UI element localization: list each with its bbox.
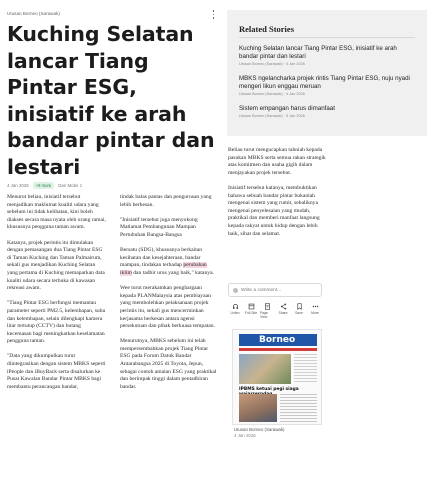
related-story-meta: Utusan Borneo (Sarawak) · 4 Jan 2026 [239, 92, 305, 96]
action-bar [228, 303, 322, 319]
comment-input[interactable] [228, 283, 322, 297]
share-label: Share [278, 311, 288, 315]
article-date: 4 Jan 2026 [7, 183, 29, 188]
full-site-label: Full Site [244, 311, 258, 315]
page-view-button[interactable] [260, 303, 274, 319]
paragraph: Katanya, projek perintis itu dimulakan dengan pemasangan dua Tiang Pintar ESG di Taman Kuching dan Taman Palmairum, sekali gus menjadikan Kuching Selatan yang pertama di Kuching memaparkan data kualiti udara secara terbuka di kawasan rekreasi awam. [7, 239, 105, 292]
caption-date: 4 Jan 2026 [234, 433, 256, 438]
masthead-title: Borneo [259, 335, 296, 345]
full-site-button[interactable] [244, 303, 258, 319]
masthead [239, 334, 317, 346]
page-view-icon [264, 303, 271, 310]
related-story-headline[interactable]: MBKS ngelancharka projek rintis Tiang Pintar ESG, nuju nyadi mengeri likun enggau meruan [239, 75, 410, 90]
comment-placeholder: Write a comment... [241, 287, 282, 293]
more-button[interactable] [308, 303, 322, 319]
listen-label: Listen [230, 311, 240, 315]
thumbnail-caption [234, 427, 285, 439]
paragraph-text: Bersatu (SDG), khususnya berkaitan kesihatan dan kesejahteraan, bandar mampan, tindakan terhadap [120, 247, 203, 269]
front-page-photo [239, 354, 291, 384]
related-story-item[interactable] [239, 105, 415, 118]
front-page-headline: IPBMS ketuai pegi siaga [239, 387, 299, 392]
headphones-icon [232, 303, 239, 310]
article-col-2 [120, 194, 219, 399]
save-button[interactable] [292, 303, 306, 319]
more-icon [312, 303, 319, 310]
page-view-label: Page View [260, 311, 268, 319]
article-headline: Kuching Selatan lancar Tiang Pintar ESG, inisiatif ke arah bandar pintar dan lestari [7, 22, 215, 179]
paragraph: Menurut beliau, inisiatif tersebut menjadikan maklumat kualiti udara yang sebelum ini tidak kelihatan, kini boleh diakses secara masa nyata oleh orang ramai, khususnya pengguna taman awam. [7, 194, 106, 231]
bookmark-icon [296, 303, 303, 310]
article-meta [7, 182, 82, 189]
publisher-name[interactable]: Utusan Borneo (Sarawak) [7, 11, 60, 16]
paragraph: Menurutnya, MBKS sebelum ini telah mempersembahkan projek Tiang Pintar ESG pada Forum Datuk Bandar Antarabangsa 2025 di Toyota, Jepun, sebagai contoh amalan ESG yang praktikal dan berimpak tinggi dalam pentadbiran bandar. [120, 338, 217, 390]
share-button[interactable] [276, 303, 290, 319]
paragraph: Inisiatif tersebut katanya, membuktikan bahawa sebuah bandar pintar bukanlah mengenai sistem yang rumit, sebaliknya mengenai penyelesaian yang mudah, praktikal dan memberi manfaat langsung kepada rakyat untuk hidup dengan lebih baik, sihat dan selamat. [228, 184, 320, 237]
paragraph: Beliau turut mengucapkan tahniah kepada pasukan MBKS serta semua rakan strategik atas komitmen dan usaha gigih dalam menjayakan projek tersebut. [228, 147, 326, 176]
paragraph-text: dan tadbir urus yang baik," katanya. [133, 269, 214, 276]
paragraph: "Tiang Pintar ESG berfungsi memantau parameter seperti PM2.5, kelembapan, suhu dan kelembapan, selain dilengkapi kamera litar tertutup (CCTV) dan butang kecemasan bagi meningkatkan keselamatan pengguna taman. [7, 300, 106, 345]
paragraph: "Data yang dikumpulkan turut diintegrasikan dengan sistem MBKS seperti iPeople dan iBuyBack serta disalurkan ke Pusat Kawalan Bandar Pintar MBKS bagi membantu perancangan bandar, [7, 353, 106, 390]
full-site-icon [248, 303, 255, 310]
share-icon [280, 303, 287, 310]
front-page-text [280, 394, 317, 422]
paragraph: tindak balas pantas dan pengurusan yang lebih berkesan. [120, 194, 212, 208]
right-column [225, 0, 435, 480]
related-story-meta: Utusan Borneo (Sarawak) · 4 Jan 2026 [239, 62, 305, 66]
related-stories-panel [227, 10, 427, 136]
more-label: More [311, 311, 319, 315]
listen-button[interactable] [228, 303, 242, 319]
related-stories-title: Related Stories [239, 24, 415, 38]
paragraph [120, 247, 219, 277]
publisher-row [7, 10, 218, 18]
article-body [7, 194, 219, 399]
more-badge[interactable]: +8 more [33, 182, 54, 189]
front-page-photo-2 [239, 394, 277, 422]
paragraph: "Inisiatif tersebut juga menyokong Matlamat Pembangunan Mampan Pertubuhan Bangsa-Bangsa [120, 216, 198, 238]
side-column-text [294, 354, 317, 384]
save-label: Save [295, 311, 303, 315]
highlighted-text[interactable]: perubahan iklim [120, 262, 207, 276]
article-col-1 [7, 194, 106, 399]
comment-avatar-icon [233, 288, 238, 293]
article-author: Dari Mobe 1 [58, 183, 83, 188]
related-story-headline[interactable]: Sistem empangan harus dimanfaat [239, 105, 335, 112]
paragraph: Wee turut merakamkan penghargaan kepada PLANMalaysia atas pembiayaan yang membolehkan pelaksanaan projek perintis itu, sekali gus mencerminkan kerjasama berkesan antara agensi persekutuan dan pihak berkuasa tempatan. [120, 285, 215, 330]
caption-publisher: Utusan Borneo (Sarawak) [234, 427, 285, 432]
more-options-icon[interactable] [212, 10, 215, 19]
article-continuation [228, 147, 327, 246]
related-story-headline[interactable]: Kuching Selatan lancar Tiang Pintar ESG, inisiatif ke arah bandar pintar dan lestari [239, 45, 397, 60]
related-story-item[interactable] [239, 45, 415, 66]
related-story-item[interactable] [239, 75, 415, 96]
related-story-meta: Utusan Borneo (Sarawak) · 5 Jan 2026 [239, 114, 305, 118]
masthead-strip [239, 348, 317, 351]
newspaper-thumbnail[interactable] [232, 329, 322, 425]
